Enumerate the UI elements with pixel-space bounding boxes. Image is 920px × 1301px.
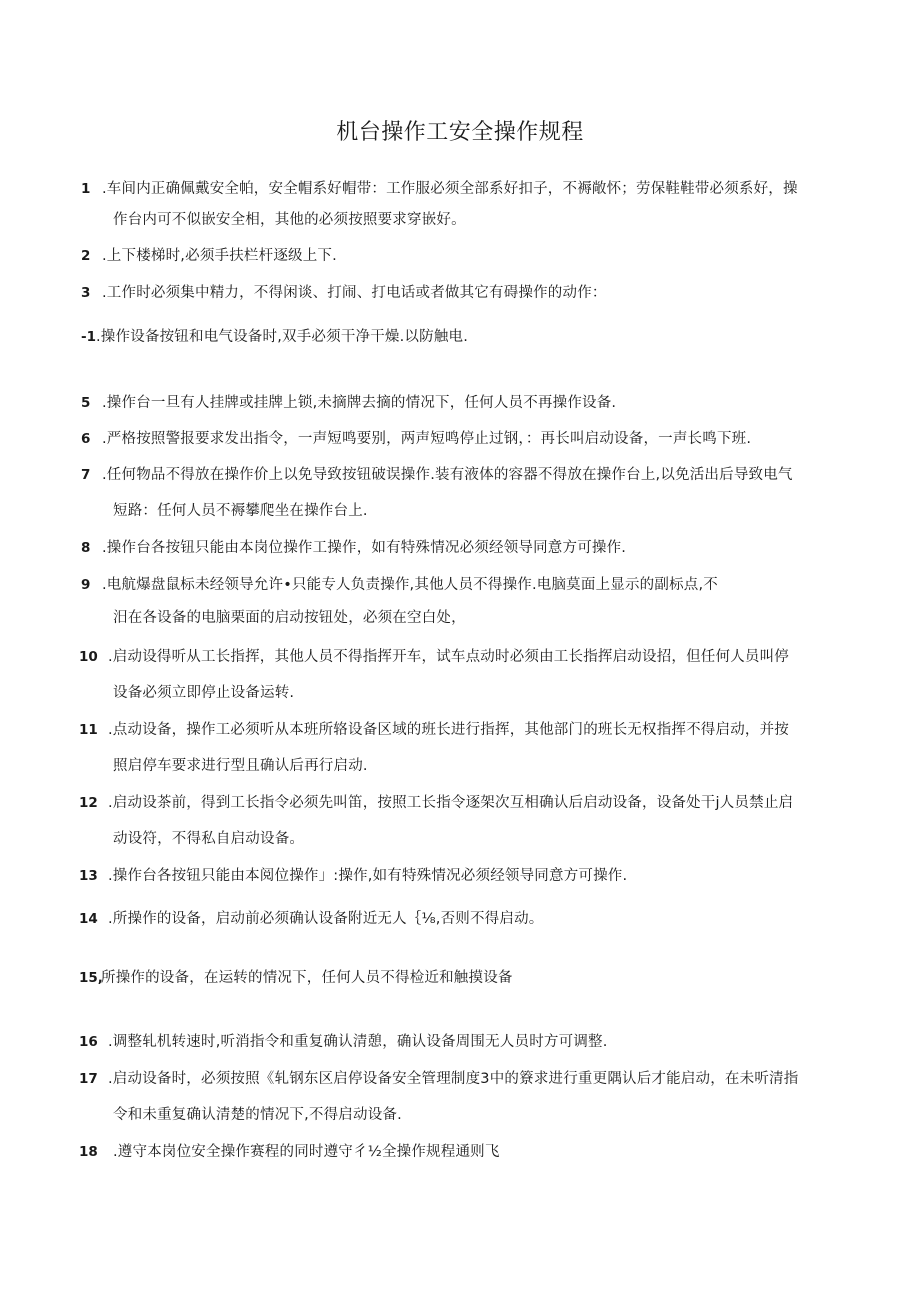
item-text: .严格按照警报要求发出指令，一声短鸣要别，两声短鸣停止过钢，：再长叫启动设备，一声长鸣下班. — [102, 431, 752, 447]
item-text: .操作台一旦有人挂牌或挂牌上锁,未摘牌去摘的情况下，任何人员不再操作设备. — [102, 395, 617, 411]
item-number: 7 — [81, 467, 91, 483]
item-text: .工作时必须集中精力，不得闲谈、打闹、打电话或者做其它有碍操作的动作： — [102, 285, 607, 301]
item-text: .上下楼梯时,必须手扶栏杆逐级上下. — [102, 248, 337, 264]
item-text: .电航爆盘鼠标未经领导允许•只能专人负责操作,其他人员不得操作.电脑莫面上显示的副标点,不 — [102, 577, 718, 593]
item-text: .遵守本岗位安全操作赛程的同时遵守彳½全操作规程通则飞 — [113, 1144, 500, 1160]
item-text: .操作台各按钮只能由本阅位操作」:操作,如有特殊情况必须经领导同意方可操作. — [108, 868, 628, 884]
item-number: 3 — [81, 285, 91, 301]
item-number: 15, — [79, 970, 103, 986]
item-text: .启动设备时，必须按照《轧钢东区启停设备安全管理制度3中的簝求进行重更隅认后才能启动，在未听清指 — [108, 1071, 799, 1087]
item-text: .操作设备按钮和电气设备时,双手必须干净干燥.以防触电. — [96, 329, 469, 345]
item-text: .车间内正确佩戴安全帕，安全帽系好帽带：工作服必须全部系好扣子，不褥敞怀；劳保鞋鞋带必须系好，操 — [102, 181, 798, 197]
item-number: 16 — [79, 1034, 98, 1050]
item-number: 1 — [81, 181, 91, 197]
item-text: .调整轧机转速时,听消指令和重复确认清憩，确认设备周围无人员时方可调整. — [108, 1034, 608, 1050]
item-text: 作台内可不似嵌安全相，其他的必须按照要求穿嵌好。 — [113, 212, 466, 228]
item-text: 汨在各设备的电脑栗面的启动按钮处，必须在空白处， — [113, 610, 466, 626]
item-number: 12 — [79, 795, 98, 811]
item-text: 照启停车要求进行型且确认后再行启动. — [113, 758, 368, 774]
item-number: 17 — [79, 1071, 98, 1087]
item-number: 18 — [79, 1144, 98, 1160]
item-text: 所操作的设备，在运转的情况下，任何人员不得检近和触摸设备 — [101, 970, 513, 986]
item-number: 5 — [81, 395, 91, 411]
item-number: -1 — [81, 329, 96, 345]
item-text: 动设符，不得私自启动设备。 — [113, 831, 305, 847]
item-number: 13 — [79, 868, 98, 884]
item-number: 14 — [79, 911, 98, 927]
item-number: 11 — [79, 722, 98, 738]
item-text: 设备必须立即停止设备运转. — [113, 685, 295, 701]
item-text: .点动设备，操作工必须听从本班所辂设备区域的班长进行指挥，其他部门的班长无权指挥不得启动，并按 — [108, 722, 790, 738]
item-text: .任何物品不得放在操作价上以免导致按钮破误操作.装有液体的容器不得放在操作台上,以免活出后导致电气 — [102, 467, 793, 483]
item-text: .所操作的设备，启动前必须确认设备附近无人｛⅛,否则不得启动。 — [108, 911, 544, 927]
item-text: .操作台各按钮只能由本岗位操作工操作，如有特殊情况必须经领导同意方可操作. — [102, 540, 627, 556]
item-text: 短路：任何人员不褥攀爬坐在操作台上. — [113, 503, 368, 519]
item-number: 2 — [81, 248, 91, 264]
item-text: 令和未重复确认清楚的情况下,不得启动设备. — [113, 1107, 402, 1123]
item-text: .启动设茶前，得到工长指令必须先叫笛，按照工长指令逐架次互相确认后启动设备，设备处干j人员禁止启 — [108, 795, 794, 811]
item-number: 8 — [81, 540, 91, 556]
item-number: 6 — [81, 431, 91, 447]
page-title: 机台操作工安全操作规程 — [336, 120, 584, 145]
item-text: .启动设得听从工长指挥，其他人员不得指挥开车，试车点动时必须由工长指挥启动设招，但任何人员叫停 — [108, 649, 790, 665]
item-number: 9 — [81, 577, 91, 593]
item-number: 10 — [79, 649, 98, 665]
